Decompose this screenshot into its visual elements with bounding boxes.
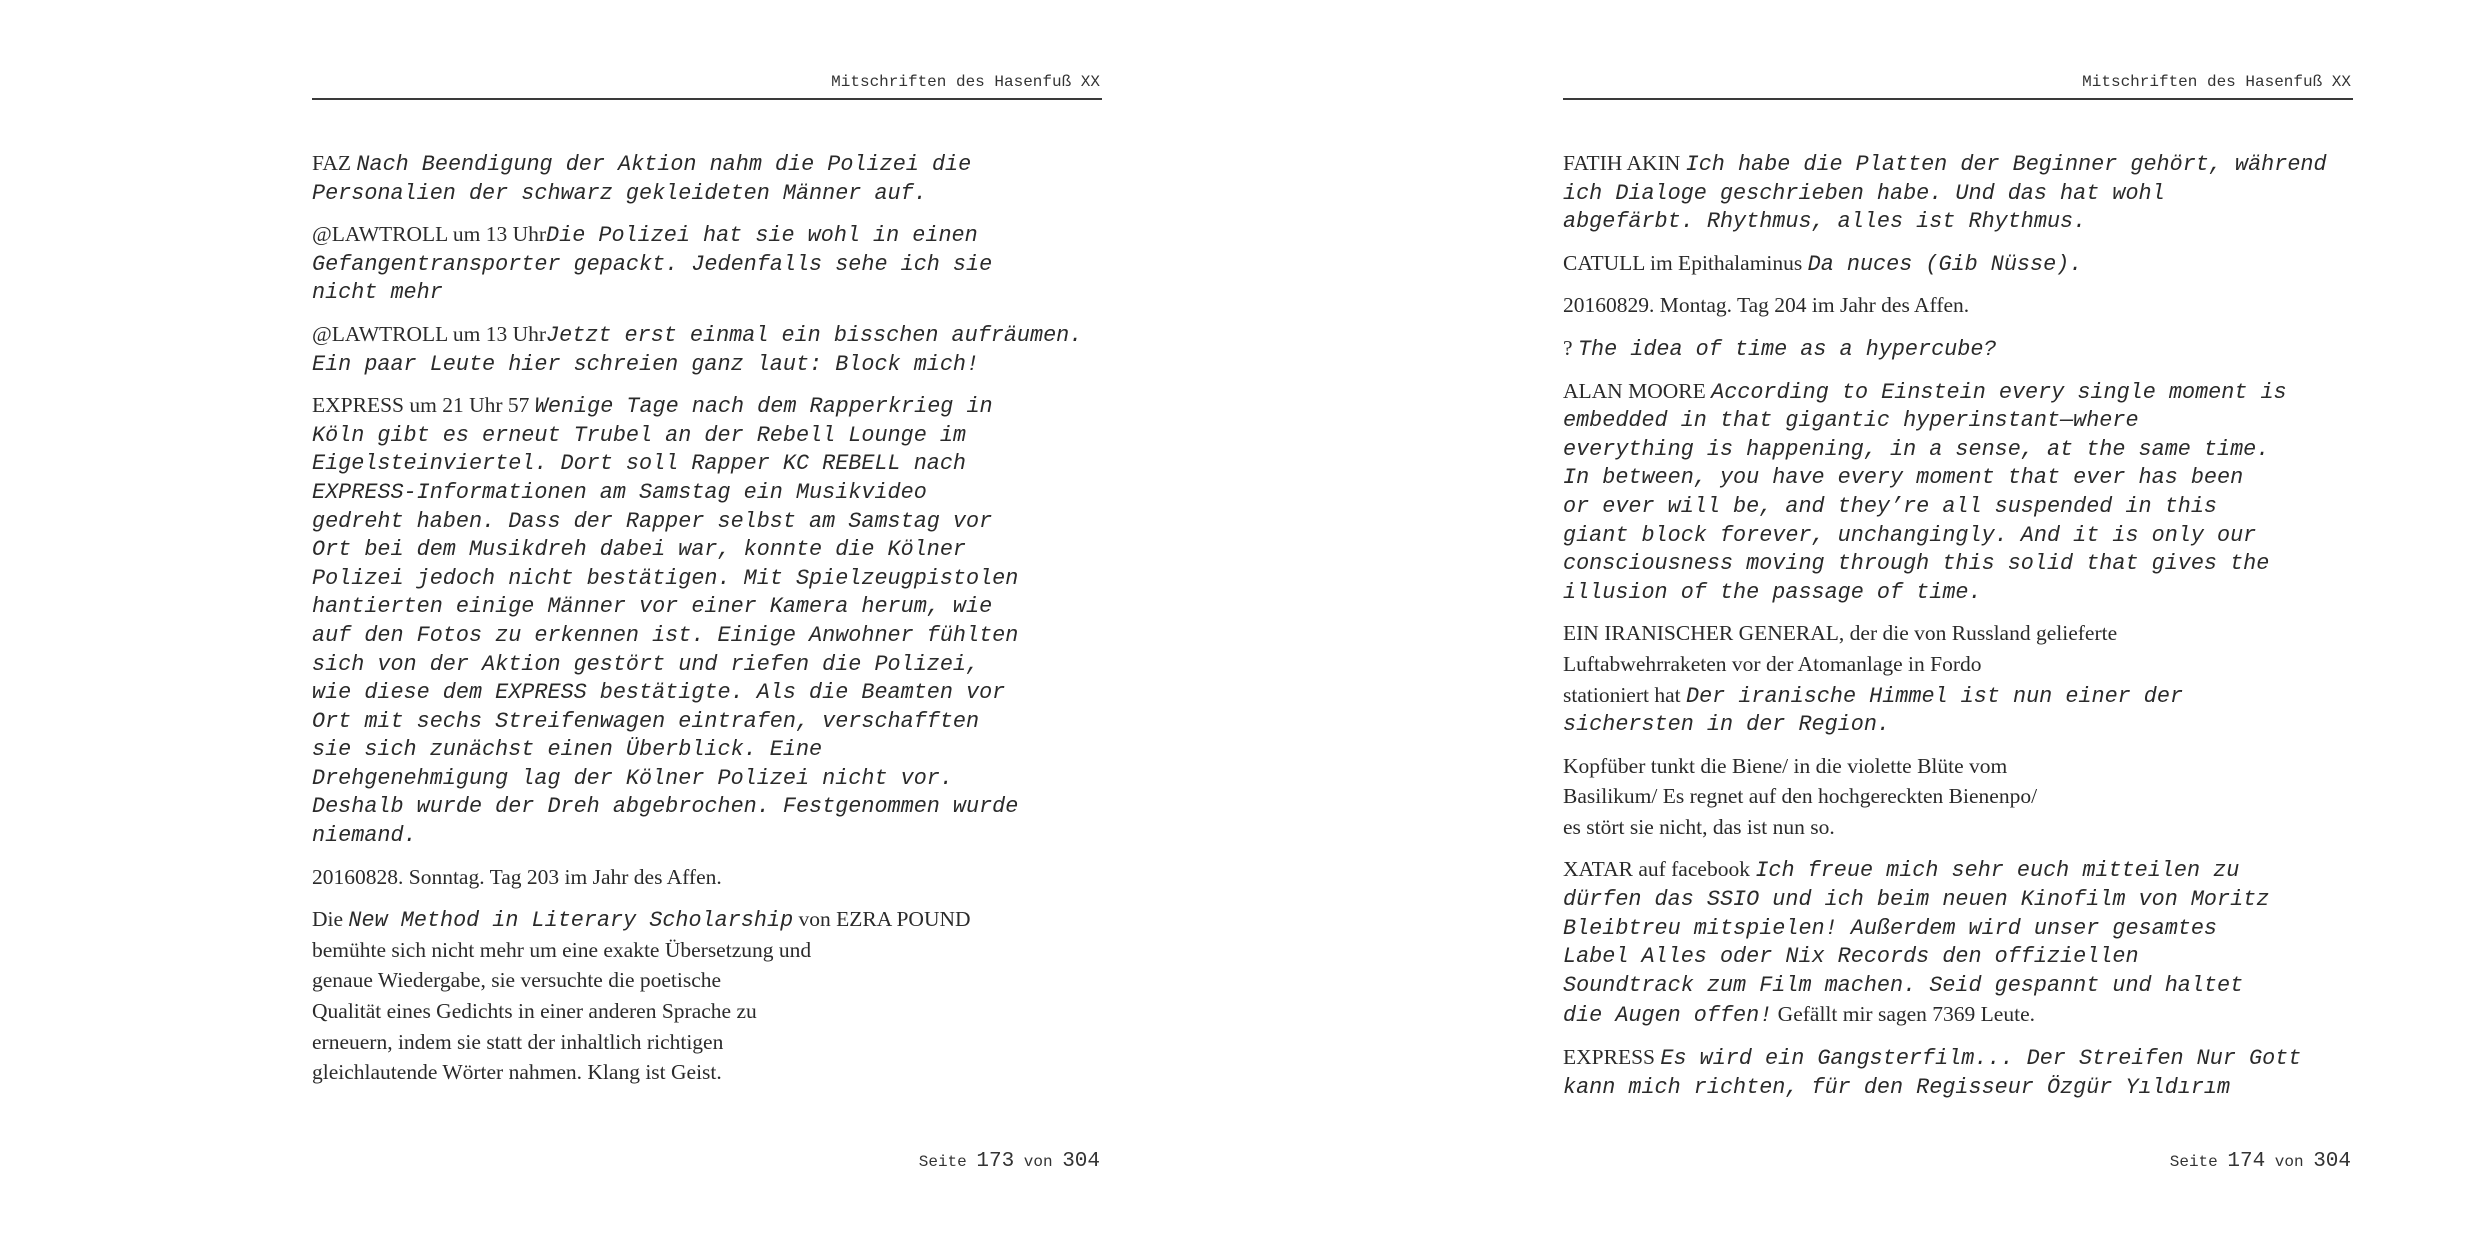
folio-page: 174 [2227, 1150, 2266, 1173]
running-head-title: Mitschriften des Hasenfuß XX [831, 73, 1100, 91]
quoted-text: wie diese dem EXPRESS bestätigte. Als die Beamten vor [312, 680, 1006, 706]
quoted-text: gedreht haben. Dass der Rapper selbst am Samstag vor [312, 508, 993, 534]
folio-total: 304 [1062, 1150, 1100, 1173]
source-text: es stört sie nicht, das ist nun so. [1563, 814, 1835, 839]
right-page [1563, 0, 2353, 1240]
entry-line [1563, 782, 2353, 813]
entry-line [312, 822, 1102, 851]
quoted-text: Deshalb wurde der Dreh abgebrochen. Festgenommen wurde [312, 794, 1019, 820]
folio-total: 304 [2313, 1150, 2351, 1173]
entry-line [312, 622, 1102, 651]
entry-line [1563, 943, 2353, 972]
quoted-text: New Method in Literary Scholarship [348, 908, 794, 934]
quoted-text: Der iranische Himmel ist nun einer der [1686, 683, 2184, 709]
source-text: EXPRESS um 21 Uhr 57 [312, 393, 535, 418]
entry [312, 905, 1102, 1089]
entry-line [312, 793, 1102, 822]
entry-line [1563, 407, 2353, 436]
folio-page: 173 [976, 1150, 1015, 1173]
quoted-text: EXPRESS-Informationen am Samstag ein Musikvideo [312, 479, 927, 505]
entry-line [312, 479, 1102, 508]
running-head-title: Mitschriften des Hasenfuß XX [2082, 73, 2351, 91]
source-text: 20160829. Montag. Tag 204 im Jahr des Affen. [1563, 293, 1970, 318]
source-text: 20160828. Sonntag. Tag 203 im Jahr des Affen. [312, 864, 722, 889]
quoted-text: According to Einstein every single moment is [1711, 379, 2287, 405]
entry-line [1563, 711, 2353, 740]
quoted-text: dürfen das SSIO und ich beim neuen Kinofilm von Moritz [1563, 887, 2270, 913]
entry-line [1563, 619, 2353, 650]
entry-line [312, 1058, 1102, 1089]
entry-line [1563, 522, 2353, 551]
source-text: Die [312, 907, 349, 932]
entry-line [1563, 886, 2353, 915]
entry-line [312, 1028, 1102, 1059]
entry-line [1563, 377, 2353, 408]
page-number [2170, 1150, 2351, 1173]
quoted-text: or ever will be, and they’re all suspended in this [1563, 493, 2218, 519]
quoted-text: Wenige Tage nach dem Rapperkrieg in [534, 394, 993, 420]
entry [1563, 855, 2353, 1031]
quoted-text: hantierten einige Männer vor einer Kamera herum, wie [312, 594, 993, 620]
quoted-text: Ort bei dem Musikdreh dabei war, konnte die Kölner [312, 537, 967, 563]
source-text: XATAR auf facebook [1563, 857, 1756, 882]
quoted-text: The idea of time as a hypercube? [1577, 336, 1997, 362]
entry-line [312, 149, 1102, 180]
entry-line [1563, 180, 2353, 209]
source-text: stationiert hat [1563, 682, 1686, 707]
source-text: FAZ [312, 151, 357, 175]
source-text: ALAN MOORE [1563, 378, 1712, 403]
entry [1563, 334, 2353, 365]
quoted-text: embedded in that gigantic hyperinstant—where [1563, 408, 2139, 434]
source-text: Qualität eines Gedichts in einer anderen Sprache zu [312, 999, 757, 1024]
entry-line [1563, 1000, 2353, 1031]
entry-line [312, 180, 1102, 209]
entry-line [312, 251, 1102, 280]
entry-line [312, 593, 1102, 622]
entry-line [312, 351, 1102, 380]
quoted-text: sie sich zunächst einen Überblick. Eine [312, 737, 823, 763]
quoted-text: Bleibtreu mitspielen! Außerdem wird unser gesamtes [1563, 915, 2218, 941]
entry-line [312, 536, 1102, 565]
quoted-text: Ich freue mich sehr euch mitteilen zu [1755, 858, 2240, 884]
running-head [1563, 72, 2353, 100]
source-text: Gefällt mir sagen 7369 Leute. [1772, 1002, 2035, 1027]
entry-line [1563, 579, 2353, 608]
quoted-text: Ein paar Leute hier schreien ganz laut: Block mich! [312, 351, 980, 377]
entry-line [312, 320, 1102, 351]
quoted-text: illusion of the passage of time. [1563, 579, 1982, 605]
folio-middle: von [1014, 1153, 1063, 1171]
source-text: erneuern, indem sie statt der inhaltlich richtigen [312, 1029, 724, 1054]
folio-middle: von [2265, 1153, 2314, 1171]
source-text: genaue Wiedergabe, sie versuchte die poetische [312, 968, 722, 993]
folio-prefix: Seite [918, 1153, 977, 1171]
entry [1563, 291, 2353, 322]
entry-line [1563, 436, 2353, 465]
quoted-text: Es wird ein Gangsterfilm... Der Streifen Nur Gott [1660, 1046, 2302, 1072]
quoted-text: auf den Fotos zu erkennen ist. Einige Anwohner fühlten [312, 622, 1019, 648]
source-text: von EZRA POUND [793, 907, 971, 932]
source-text: @LAWTROLL um 13 Uhr [312, 222, 547, 247]
entry [312, 149, 1102, 208]
entry-line [312, 391, 1102, 422]
quoted-text: Die Polizei hat sie wohl in einen [546, 223, 978, 249]
source-text: Luftabwehrraketen vor der Atomanlage in Fordo [1563, 651, 1982, 676]
entry-line [312, 905, 1102, 936]
source-text: Basilikum/ Es regnet auf den hochgereckten Bienenpo/ [1563, 784, 2038, 809]
quoted-text: sichersten in der Region. [1563, 712, 1891, 738]
entry-line [1563, 972, 2353, 1001]
quoted-text: everything is happening, in a sense, at the same time. [1563, 436, 2270, 462]
entry-line [312, 997, 1102, 1028]
entry-line [1563, 208, 2353, 237]
entry-line [312, 220, 1102, 251]
source-text: FATIH AKIN [1563, 151, 1686, 175]
entry [1563, 149, 2353, 237]
quoted-text: Label Alles oder Nix Records den offiziellen [1563, 944, 2139, 970]
page-number [919, 1150, 1100, 1173]
entry-line [312, 679, 1102, 708]
entry-line [1563, 915, 2353, 944]
source-text: gleichlautende Wörter nahmen. Klang ist Geist. [312, 1060, 722, 1085]
entry [312, 220, 1102, 308]
entry-line [1563, 650, 2353, 681]
quoted-text: nicht mehr [312, 280, 443, 306]
left-page [312, 0, 1102, 1240]
quoted-text: In between, you have every moment that ever has been [1563, 465, 2244, 491]
entry-line [312, 279, 1102, 308]
text-block [312, 149, 1102, 1101]
entry-line [312, 422, 1102, 451]
quoted-text: Drehgenehmigung lag der Kölner Polizei nicht vor. [312, 765, 953, 791]
entry-line [312, 450, 1102, 479]
quoted-text: ich Dialoge geschrieben habe. Und das hat wohl [1563, 180, 2165, 206]
entry-line [312, 765, 1102, 794]
entry-line [1563, 334, 2353, 365]
quoted-text: Jetzt erst einmal ein bisschen aufräumen. [546, 322, 1083, 348]
quoted-text: niemand. [312, 823, 417, 849]
entry-line [1563, 464, 2353, 493]
quoted-text: sich von der Aktion gestört und riefen die Polizei, [312, 651, 980, 677]
source-text: CATULL im Epithalaminus [1563, 250, 1808, 275]
quoted-text: Personalien der schwarz gekleideten Männer auf. [312, 180, 927, 206]
source-text: ? [1563, 335, 1578, 360]
entry-line [312, 936, 1102, 967]
entry-line [1563, 249, 2353, 280]
entry-line [1563, 550, 2353, 579]
entry-line [1563, 493, 2353, 522]
quoted-text: Ort mit sechs Streifenwagen eintrafen, verschafften [312, 708, 980, 734]
entry-line [312, 863, 1102, 894]
text-block [1563, 149, 2353, 1114]
quoted-text: die Augen offen! [1563, 1003, 1773, 1029]
entry-line [312, 565, 1102, 594]
quoted-text: Da nuces (Gib Nüsse). [1807, 251, 2083, 277]
folio-prefix: Seite [2169, 1153, 2228, 1171]
entry-line [312, 966, 1102, 997]
quoted-text: Ich habe die Platten der Beginner gehört, während [1685, 152, 2327, 177]
entry-line [312, 736, 1102, 765]
quoted-text: Eigelsteinviertel. Dort soll Rapper KC REBELL nach [312, 451, 967, 477]
source-text: bemühte sich nicht mehr um eine exakte Übersetzung und [312, 937, 812, 962]
source-text: @LAWTROLL um 13 Uhr [312, 321, 547, 346]
entry [312, 391, 1102, 851]
entry [1563, 752, 2353, 844]
entry-line [1563, 855, 2353, 886]
entry-line [312, 508, 1102, 537]
entry-line [1563, 813, 2353, 844]
entry [1563, 377, 2353, 608]
running-head [312, 72, 1102, 100]
source-text: Kopfüber tunkt die Biene/ in die violette Blüte vom [1563, 753, 2008, 778]
quoted-text: Köln gibt es erneut Trubel an der Rebell Lounge im [312, 422, 967, 448]
entry-line [1563, 681, 2353, 712]
quoted-text: Polizei jedoch nicht bestätigen. Mit Spielzeugpistolen [312, 565, 1019, 591]
entry-line [1563, 752, 2353, 783]
entry-line [1563, 291, 2353, 322]
entry [312, 320, 1102, 379]
source-text: EIN IRANISCHER GENERAL, der die von Russland gelieferte [1563, 621, 2118, 646]
entry [1563, 619, 2353, 739]
entry [312, 863, 1102, 894]
quoted-text: Gefangentransporter gepackt. Jedenfalls sehe ich sie [312, 251, 993, 277]
entry-line [1563, 1074, 2353, 1103]
entry-line [1563, 149, 2353, 180]
source-text: EXPRESS [1563, 1045, 1661, 1070]
quoted-text: giant block forever, unchangingly. And it is only our [1563, 522, 2257, 548]
entry [1563, 249, 2353, 280]
entry [1563, 1043, 2353, 1102]
entry-line [312, 708, 1102, 737]
quoted-text: kann mich richten, für den Regisseur Özgür Yıldırım [1563, 1074, 2231, 1100]
entry-line [1563, 1043, 2353, 1074]
entry-line [312, 651, 1102, 680]
quoted-text: abgefärbt. Rhythmus, alles ist Rhythmus. [1563, 209, 2087, 235]
quoted-text: consciousness moving through this solid that gives the [1563, 551, 2270, 577]
quoted-text: Nach Beendigung der Aktion nahm die Polizei die [356, 152, 972, 177]
quoted-text: Soundtrack zum Film machen. Seid gespannt und haltet [1563, 972, 2244, 998]
